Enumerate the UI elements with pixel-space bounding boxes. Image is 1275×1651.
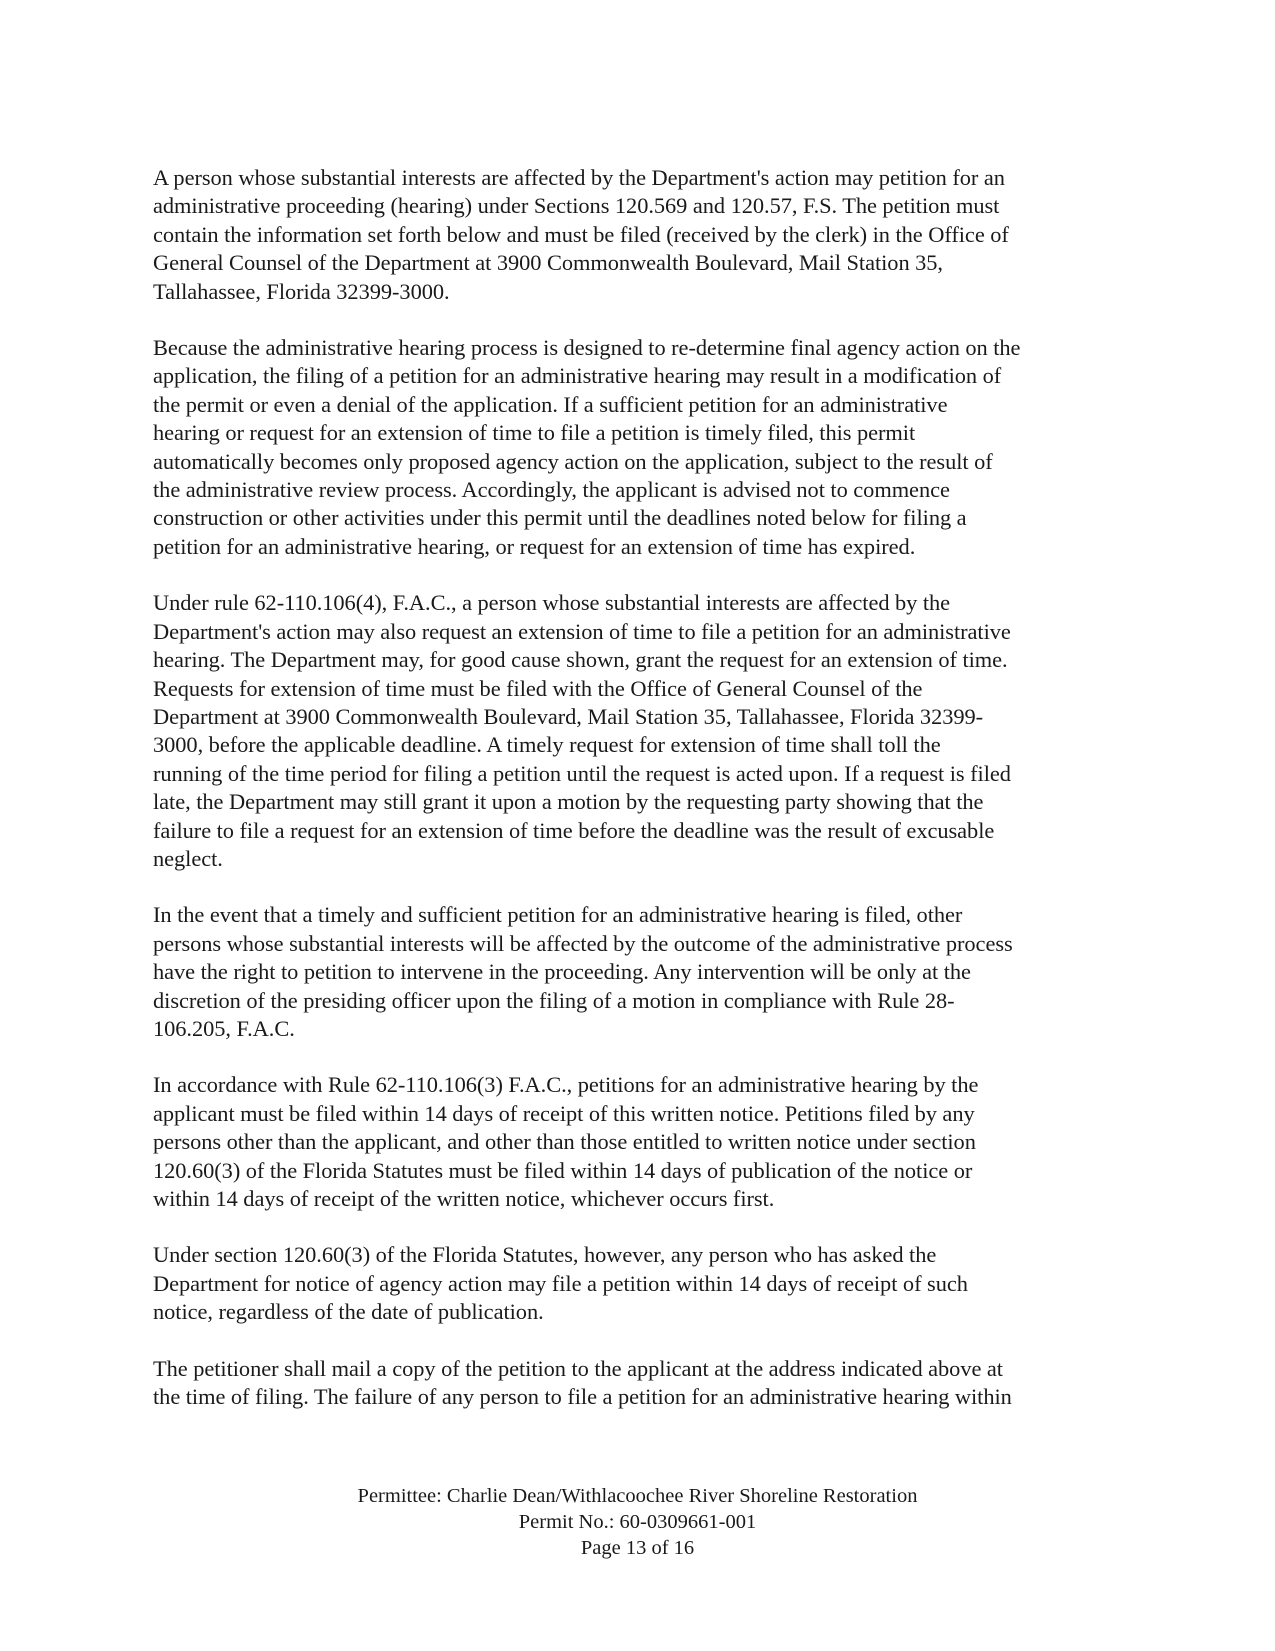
text-line: Department at 3900 Commonwealth Boulevard, Mail Station 35, Tallahassee, Florida 32399- — [153, 703, 984, 729]
text-line: 106.205, F.A.C. — [153, 1015, 295, 1041]
paragraph-extension-of-time — [153, 589, 1121, 873]
footer-permittee: Permittee: Charlie Dean/Withlacoochee River Shoreline Restoration — [357, 1485, 918, 1507]
text-line: Under section 120.60(3) of the Florida Statutes, however, any person who has asked the — [153, 1242, 937, 1268]
text-line: hearing or request for an extension of time to file a petition is timely filed, this permit — [153, 420, 916, 446]
text-line: 120.60(3) of the Florida Statutes must be filed within 14 days of publication of the notice or — [153, 1157, 973, 1183]
text-line: the permit or even a denial of the application. If a sufficient petition for an administrative — [153, 391, 948, 417]
text-line: The petitioner shall mail a copy of the petition to the applicant at the address indicated above at — [153, 1355, 1003, 1381]
text-line: the administrative review process. Accordingly, the applicant is advised not to commence — [153, 477, 950, 503]
page-footer — [0, 1483, 1275, 1561]
text-line: failure to file a request for an extension of time before the deadline was the result of excusable — [153, 817, 995, 843]
text-line: A person whose substantial interests are affected by the Department's action may petition for an — [153, 165, 1005, 190]
text-line: administrative proceeding (hearing) under Sections 120.569 and 120.57, F.S. The petition must — [153, 193, 1000, 219]
text-line: within 14 days of receipt of the written notice, whichever occurs first. — [153, 1186, 775, 1211]
text-line: Under rule 62-110.106(4), F.A.C., a person whose substantial interests are affected by the — [153, 590, 951, 616]
paragraph-filing-deadlines — [153, 1071, 1121, 1213]
text-line: hearing. The Department may, for good cause shown, grant the request for an extension of time. — [153, 647, 1008, 673]
text-line: construction or other activities under this permit until the deadlines noted below for filing a — [153, 505, 967, 531]
text-line: General Counsel of the Department at 3900 Commonwealth Boulevard, Mail Station 35, — [153, 250, 943, 276]
text-line: automatically becomes only proposed agency action on the application, subject to the result of — [153, 448, 993, 474]
text-line: neglect. — [153, 845, 223, 871]
text-line: applicant must be filed within 14 days of receipt of this written notice. Petitions filed by any — [153, 1100, 975, 1126]
footer-permit-number: Permit No.: 60-0309661-001 — [518, 1511, 757, 1533]
text-line: Because the administrative hearing process is designed to re-determine final agency action on the — [153, 335, 1021, 361]
text-line: 3000, before the applicable deadline. A timely request for extension of time shall toll the — [153, 732, 941, 758]
text-line: running of the time period for filing a petition until the request is acted upon. If a request is filed — [153, 760, 1011, 786]
footer-page-number: Page 13 of 16 — [580, 1537, 695, 1559]
text-line: Requests for extension of time must be filed with the Office of General Counsel of the — [153, 675, 923, 701]
text-line: In the event that a timely and sufficient petition for an administrative hearing is filed, other — [153, 902, 963, 928]
document-body — [153, 164, 1121, 1439]
paragraph-intervention — [153, 901, 1121, 1043]
text-line: have the right to petition to intervene in the proceeding. Any intervention will be only at the — [153, 959, 971, 985]
text-line: discretion of the presiding officer upon the filing of a motion in compliance with Rule 28- — [153, 987, 955, 1013]
text-line: Department's action may also request an extension of time to file a petition for an administrative — [153, 618, 1011, 644]
text-line: persons other than the applicant, and other than those entitled to written notice under section — [153, 1129, 976, 1155]
paragraph-petition-rights — [153, 164, 1121, 306]
text-line: the time of filing. The failure of any person to file a petition for an administrative hearing within — [153, 1384, 1012, 1410]
text-line: notice, regardless of the date of publication. — [153, 1299, 544, 1325]
text-line: late, the Department may still grant it upon a motion by the requesting party showing that the — [153, 789, 984, 815]
paragraph-notice-request — [153, 1241, 1121, 1326]
text-line: Tallahassee, Florida 32399-3000. — [153, 278, 450, 304]
paragraph-hearing-process — [153, 334, 1121, 561]
text-line: persons whose substantial interests will be affected by the outcome of the administrative process — [153, 930, 1013, 956]
text-line: petition for an administrative hearing, or request for an extension of time has expired. — [153, 533, 916, 559]
text-line: In accordance with Rule 62-110.106(3) F.A.C., petitions for an administrative hearing by the — [153, 1072, 979, 1098]
text-line: contain the information set forth below and must be filed (received by the clerk) in the Office of — [153, 221, 1009, 247]
text-line: Department for notice of agency action may file a petition within 14 days of receipt of such — [153, 1270, 968, 1296]
text-line: application, the filing of a petition for an administrative hearing may result in a modification of — [153, 363, 1002, 389]
paragraph-petition-copy — [153, 1355, 1121, 1412]
